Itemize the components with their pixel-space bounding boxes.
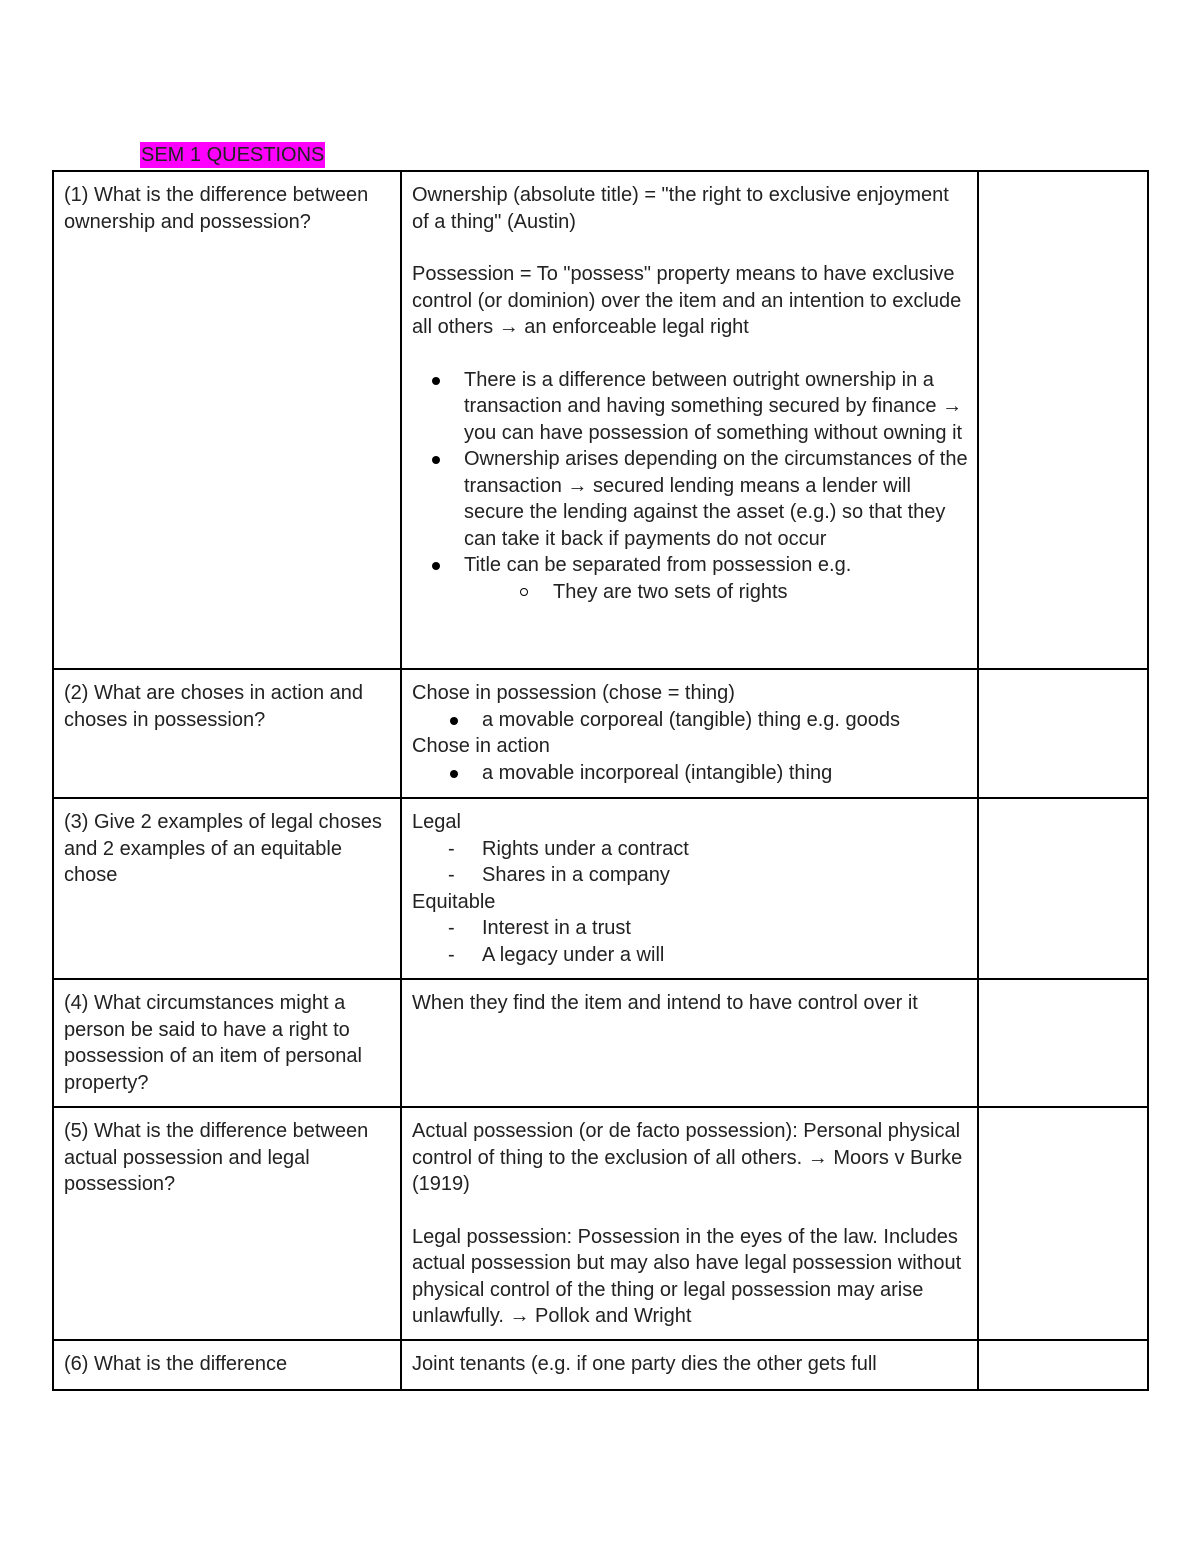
answer-paragraph: Legal possession: Possession in the eyes of the law. Includes actual possession but may also have legal possession without physical control of the thing or legal possession may arise unlawfully. → Pollok and Wright [412, 1225, 962, 1327]
question-cell [53, 1340, 401, 1390]
question-text: (4) What circumstances might a person be said to have a right to possession of an item of personal property? [64, 992, 362, 1094]
answer-heading: Chose in action [412, 735, 550, 757]
answer-cell [401, 979, 978, 1107]
table-row [53, 171, 1148, 669]
dash-list [412, 915, 968, 968]
document-title: SEM 1 QUESTIONS [141, 144, 325, 166]
answer-paragraph: Joint tenants (e.g. if one party dies the other gets full [412, 1353, 877, 1375]
list-item: Ownership arises depending on the circumstances of the transaction → secured lending means a lender will secure the lending against the asset (e.g.) so that they can take it back if payments do not occur [412, 446, 968, 552]
question-text: (5) What is the difference between actual possession and legal possession? [64, 1120, 369, 1195]
questions-table [52, 170, 1149, 1391]
notes-cell [978, 171, 1148, 669]
table-row [53, 669, 1148, 798]
answer-heading: Equitable [412, 890, 496, 913]
notes-cell [978, 1340, 1148, 1390]
question-cell [53, 171, 401, 669]
sub-bullet-list [412, 579, 968, 606]
list-item: a movable incorporeal (intangible) thing [412, 760, 968, 787]
answer-paragraph: Ownership (absolute title) = "the right to exclusive enjoyment of a thing" (Austin) [412, 184, 949, 233]
question-cell [53, 669, 401, 798]
notes-cell [978, 798, 1148, 979]
list-item: There is a difference between outright ownership in a transaction and having something secured by finance → you can have possession of something without owning it [412, 367, 968, 447]
list-item: a movable corporeal (tangible) thing e.g. goods [412, 707, 968, 734]
list-item: Title can be separated from possession e.g. [412, 552, 968, 579]
list-item: - A legacy under a will [412, 942, 968, 969]
question-text: (6) What is the difference [64, 1353, 288, 1375]
answer-cell [401, 1340, 978, 1390]
question-cell [53, 1107, 401, 1340]
bullet-list [412, 760, 968, 787]
answer-heading: Legal [412, 811, 461, 833]
answer-paragraph: Possession = To "possess" property means to have exclusive control (or dominion) over the item and an intention to exclude all others → an enforceable legal right [412, 263, 962, 338]
bullet-list [412, 367, 968, 579]
answer-heading: Chose in possession (chose = thing) [412, 682, 735, 704]
table-row [53, 979, 1148, 1107]
dash-list [412, 836, 968, 889]
table-row [53, 1107, 1148, 1340]
question-text: (3) Give 2 examples of legal choses and 2 examples of an equitable chose [64, 811, 382, 886]
table-row [53, 798, 1148, 979]
notes-cell [978, 669, 1148, 798]
question-cell [53, 798, 401, 979]
notes-cell [978, 1107, 1148, 1340]
list-item: - Rights under a contract [412, 836, 968, 863]
answer-cell [401, 798, 978, 979]
answer-cell [401, 1107, 978, 1340]
question-text: (2) What are choses in action and choses in possession? [64, 682, 364, 731]
list-item: They are two sets of rights [412, 579, 968, 606]
table-row [53, 1340, 1148, 1390]
list-item: - Interest in a trust [412, 915, 968, 942]
notes-cell [978, 979, 1148, 1107]
answer-paragraph: Actual possession (or de facto possession): Personal physical control of thing to the exclusion of all others. → Moors v Burke (1919) [412, 1120, 963, 1195]
answer-cell [401, 171, 978, 669]
question-text: (1) What is the difference between ownership and possession? [64, 184, 369, 233]
answer-cell [401, 669, 978, 798]
question-cell [53, 979, 401, 1107]
answer-paragraph: When they find the item and intend to have control over it [412, 992, 918, 1014]
bullet-list [412, 707, 968, 734]
list-item: - Shares in a company [412, 862, 968, 889]
